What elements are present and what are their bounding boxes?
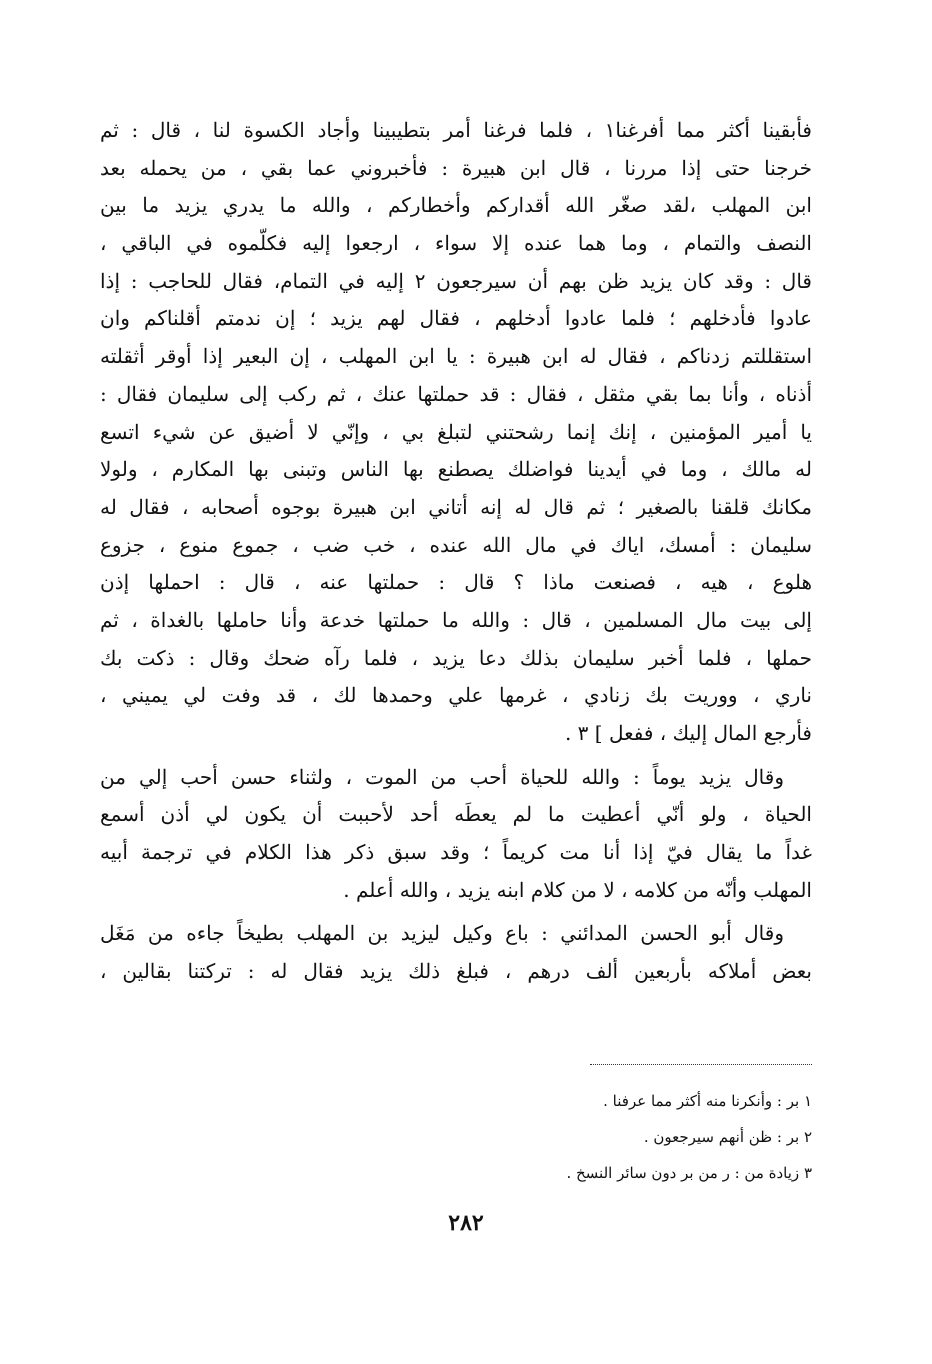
text-line: عادوا فأدخلهم ؛ فلما عادوا أدخلهم ، فقال لهم يزيد ؛ إن ندمتم أقلناكم وان bbox=[100, 306, 812, 331]
text-line: له مالك ، وما في أيدينا فواضلك يصطنع بها الناس وتبنى بها المكارم ، ولولا bbox=[100, 457, 812, 482]
footnote-1: ١ بر : وأنكرنا منه أكثر مما عرفنا . bbox=[603, 1092, 812, 1110]
text-line: إلى بيت مال المسلمين ، قال : والله ما حملتها خدعة وأنا حاملها بالغداة ، ثم bbox=[100, 607, 812, 632]
text-line: قال : وقد كان يزيد ظن بهم أن سيرجعون ٢ إليه في التمام، فقال للحاجب : إذا bbox=[100, 268, 812, 293]
paragraph-1 bbox=[100, 112, 812, 753]
text-line: فأرجع المال إليك ، ففعل ] ٣ . bbox=[564, 721, 812, 745]
text-line: أذناه ، وأنا بما بقي مثقل ، فقال : قد حملتها عنك ، ثم ركب إلى سليمان فقال : bbox=[100, 381, 812, 406]
paragraph-3 bbox=[100, 915, 812, 990]
text-line: ابن المهلب ،لقد صغّر الله أقداركم وأخطاركم ، والله ما يدري يزيد ما بين bbox=[100, 193, 812, 218]
main-text bbox=[100, 112, 812, 991]
text-line: حملها ، فلما أخبر سليمان بذلك دعا يزيد ، فلما رآه ضحك وقال : ذكت بك bbox=[100, 645, 812, 670]
text-line: وقال أبو الحسن المدائني : باع وكيل ليزيد بن المهلب بطيخاً جاءه من مَغَل bbox=[100, 921, 784, 946]
text-line: ناري ، ووريت بك زنادي ، غرمها علي وحمدها لك ، قد وفت لي يميني ، bbox=[100, 683, 812, 708]
text-line: النصف والتمام ، وما هما عنده إلا سواء ، ارجعوا إليه فكلّموه في الباقي ، bbox=[100, 231, 812, 256]
text-line: بعض أملاكه بأربعين ألف درهم ، فبلغ ذلك يزيد فقال له : تركتنا بقالين ، bbox=[100, 959, 812, 984]
footnote-divider bbox=[590, 1064, 812, 1065]
paragraph-2 bbox=[100, 759, 812, 910]
text-line: فأبقينا أكثر مما أفرغنا١ ، فلما فرغنا أمر بتطيبينا وأجاد الكسوة لنا ، قال : ثم bbox=[100, 118, 812, 142]
text-line: يا أمير المؤمنين ، إنك إنما رشحتني لتبلغ بي ، وإنّي لا أضيق عن شيء اتسع bbox=[100, 419, 812, 444]
text-line: هلوع ، هيه ، فصنعت ماذا ؟ قال : حملتها عنه ، قال : احملها إذن bbox=[100, 570, 812, 595]
text-line: غداً ما يقال فيّ إذا أنا مت كريماً ؛ وقد سبق ذكر هذا الكلام في ترجمة أبيه bbox=[100, 840, 812, 865]
text-line: المهلب وأنّه من كلامه ، لا من كلام ابنه يزيد ، والله أعلم . bbox=[343, 877, 812, 902]
text-line: استقللتم زدناكم ، فقال له ابن هبيرة : يا ابن المهلب ، إن البعير إذا أوقر أثقلته bbox=[100, 344, 812, 369]
text-line: خرجنا حتى إذا مررنا ، قال ابن هبيرة : فأخبروني عما بقي ، من يحمله بعد bbox=[100, 155, 812, 180]
footnote-3: ٣ زيادة من : ر من بر دون سائر النسخ . bbox=[566, 1164, 812, 1182]
footnote-2: ٢ بر : ظن أنهم سيرجعون . bbox=[643, 1128, 812, 1146]
text-line: سليمان : أمسك، اياك في مال الله عنده ، خب ضب ، جموع منوع ، جزوع bbox=[100, 532, 812, 557]
text-line: وقال يزيد يوماً : والله للحياة أحب من الموت ، ولثناء حسن أحب إلي من bbox=[100, 764, 784, 789]
text-line: مكانك قلقنا بالصغير ؛ ثم قال له إنه أتاني ابن هبيرة بوجوه أصحابه ، فقال له bbox=[100, 494, 812, 519]
page-number: ٢٨٢ bbox=[448, 1210, 484, 1236]
footnotes bbox=[300, 1083, 812, 1191]
text-line: الحياة ، ولو أنّي أعطيت ما لم يعطَه أحد لأحببت أن يكون لي أذن أسمع bbox=[100, 802, 812, 827]
